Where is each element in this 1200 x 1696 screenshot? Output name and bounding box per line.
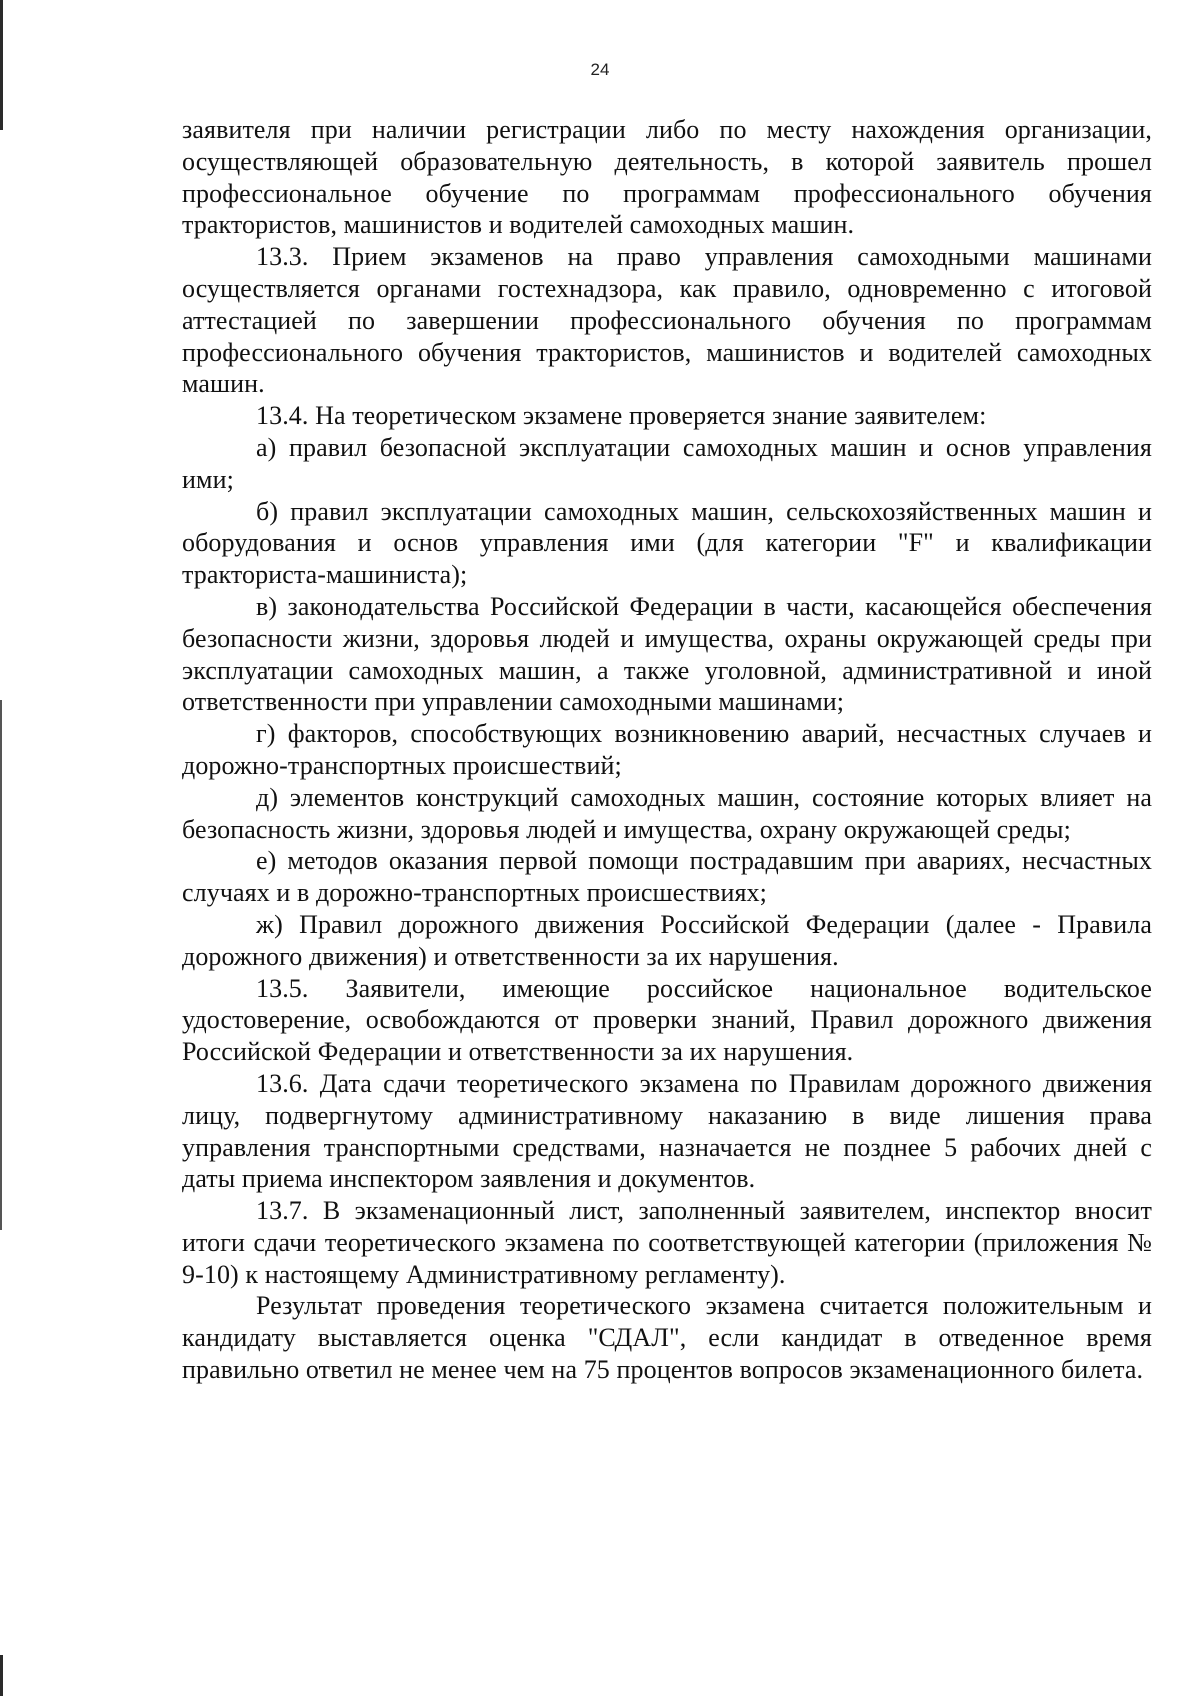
document-body	[182, 114, 1152, 1386]
list-item-zh: ж) Правил дорожного движения Российской Федерации (далее - Правила дорожного движения) и ответственности за их нарушения.	[182, 909, 1152, 971]
paragraph-13-7: 13.7. В экзаменационный лист, заполненный заявителем, инспектор вносит итоги сдачи теоретического экзамена по соответствующей категории (приложения № 9-10) к настоящему Административному регламенту).	[182, 1196, 1152, 1289]
list-item-e: е) методов оказания первой помощи пострадавшим при авариях, несчастных случаях и в дорожно-транспортных происшествиях;	[182, 846, 1152, 908]
list-item-v: в) законодательства Российской Федерации в части, касающейся обеспечения безопасности жизни, здоровья людей и имущества, охраны окружающей среды при эксплуатации самоходных машин, а также уголовной, административной и иной ответственности при управлении самоходными машинами;	[182, 591, 1152, 717]
paragraph-13-6: 13.6. Дата сдачи теоретического экзамена по Правилам дорожного движения лицу, подвергнутому административному наказанию в виде лишения права управления транспортными средствами, назначается не позднее 5 рабочих дней с даты приема инспектором заявления и документов.	[182, 1068, 1152, 1194]
scan-edge-mark	[0, 1655, 3, 1696]
list-item-b: б) правил эксплуатации самоходных машин, сельскохозяйственных машин и оборудования и основ управления ими (для категории "F" и квалификации тракториста-машиниста);	[182, 496, 1152, 590]
paragraph-continuation: заявителя при наличии регистрации либо по месту нахождения организации, осуществляющей образовательную деятельность, в которой заявитель прошел профессиональное обучение по программам профессионального обучения трактористов, машинистов и водителей самоходных машин.	[182, 115, 1152, 240]
scan-edge-mark	[0, 700, 2, 1230]
paragraph-13-4: 13.4. На теоретическом экзамене проверяется знание заявителем:	[256, 401, 987, 431]
list-item-a: а) правил безопасной эксплуатации самоходных машин и основ управления ими;	[182, 432, 1152, 494]
list-item-g: г) факторов, способствующих возникновению аварий, несчастных случаев и дорожно-транспортных происшествий;	[182, 719, 1152, 780]
paragraph-13-5: 13.5. Заявители, имеющие российское национальное водительское удостоверение, освобождаются от проверки знаний, Правил дорожного движения Российской Федерации и ответственности за их нарушения.	[182, 973, 1152, 1067]
paragraph-13-3: 13.3. Прием экзаменов на право управления самоходными машинами осуществляется органами гостехнадзора, как правило, одновременно с итоговой аттестацией по завершении профессионального обучения по программам профессионального обучения трактористов, машинистов и водителей самоходных машин.	[182, 242, 1152, 399]
paragraph-result: Результат проведения теоретического экзамена считается положительным и кандидату выставляется оценка "СДАЛ", если кандидат в отведенное время правильно ответил не менее чем на 75 процентов вопросов экзаменационного билета.	[182, 1291, 1152, 1385]
page-number: 24	[590, 60, 610, 79]
list-item-d: д) элементов конструкций самоходных машин, состояние которых влияет на безопасность жизни, здоровья людей и имущества, охрану окружающей среды;	[182, 782, 1152, 844]
